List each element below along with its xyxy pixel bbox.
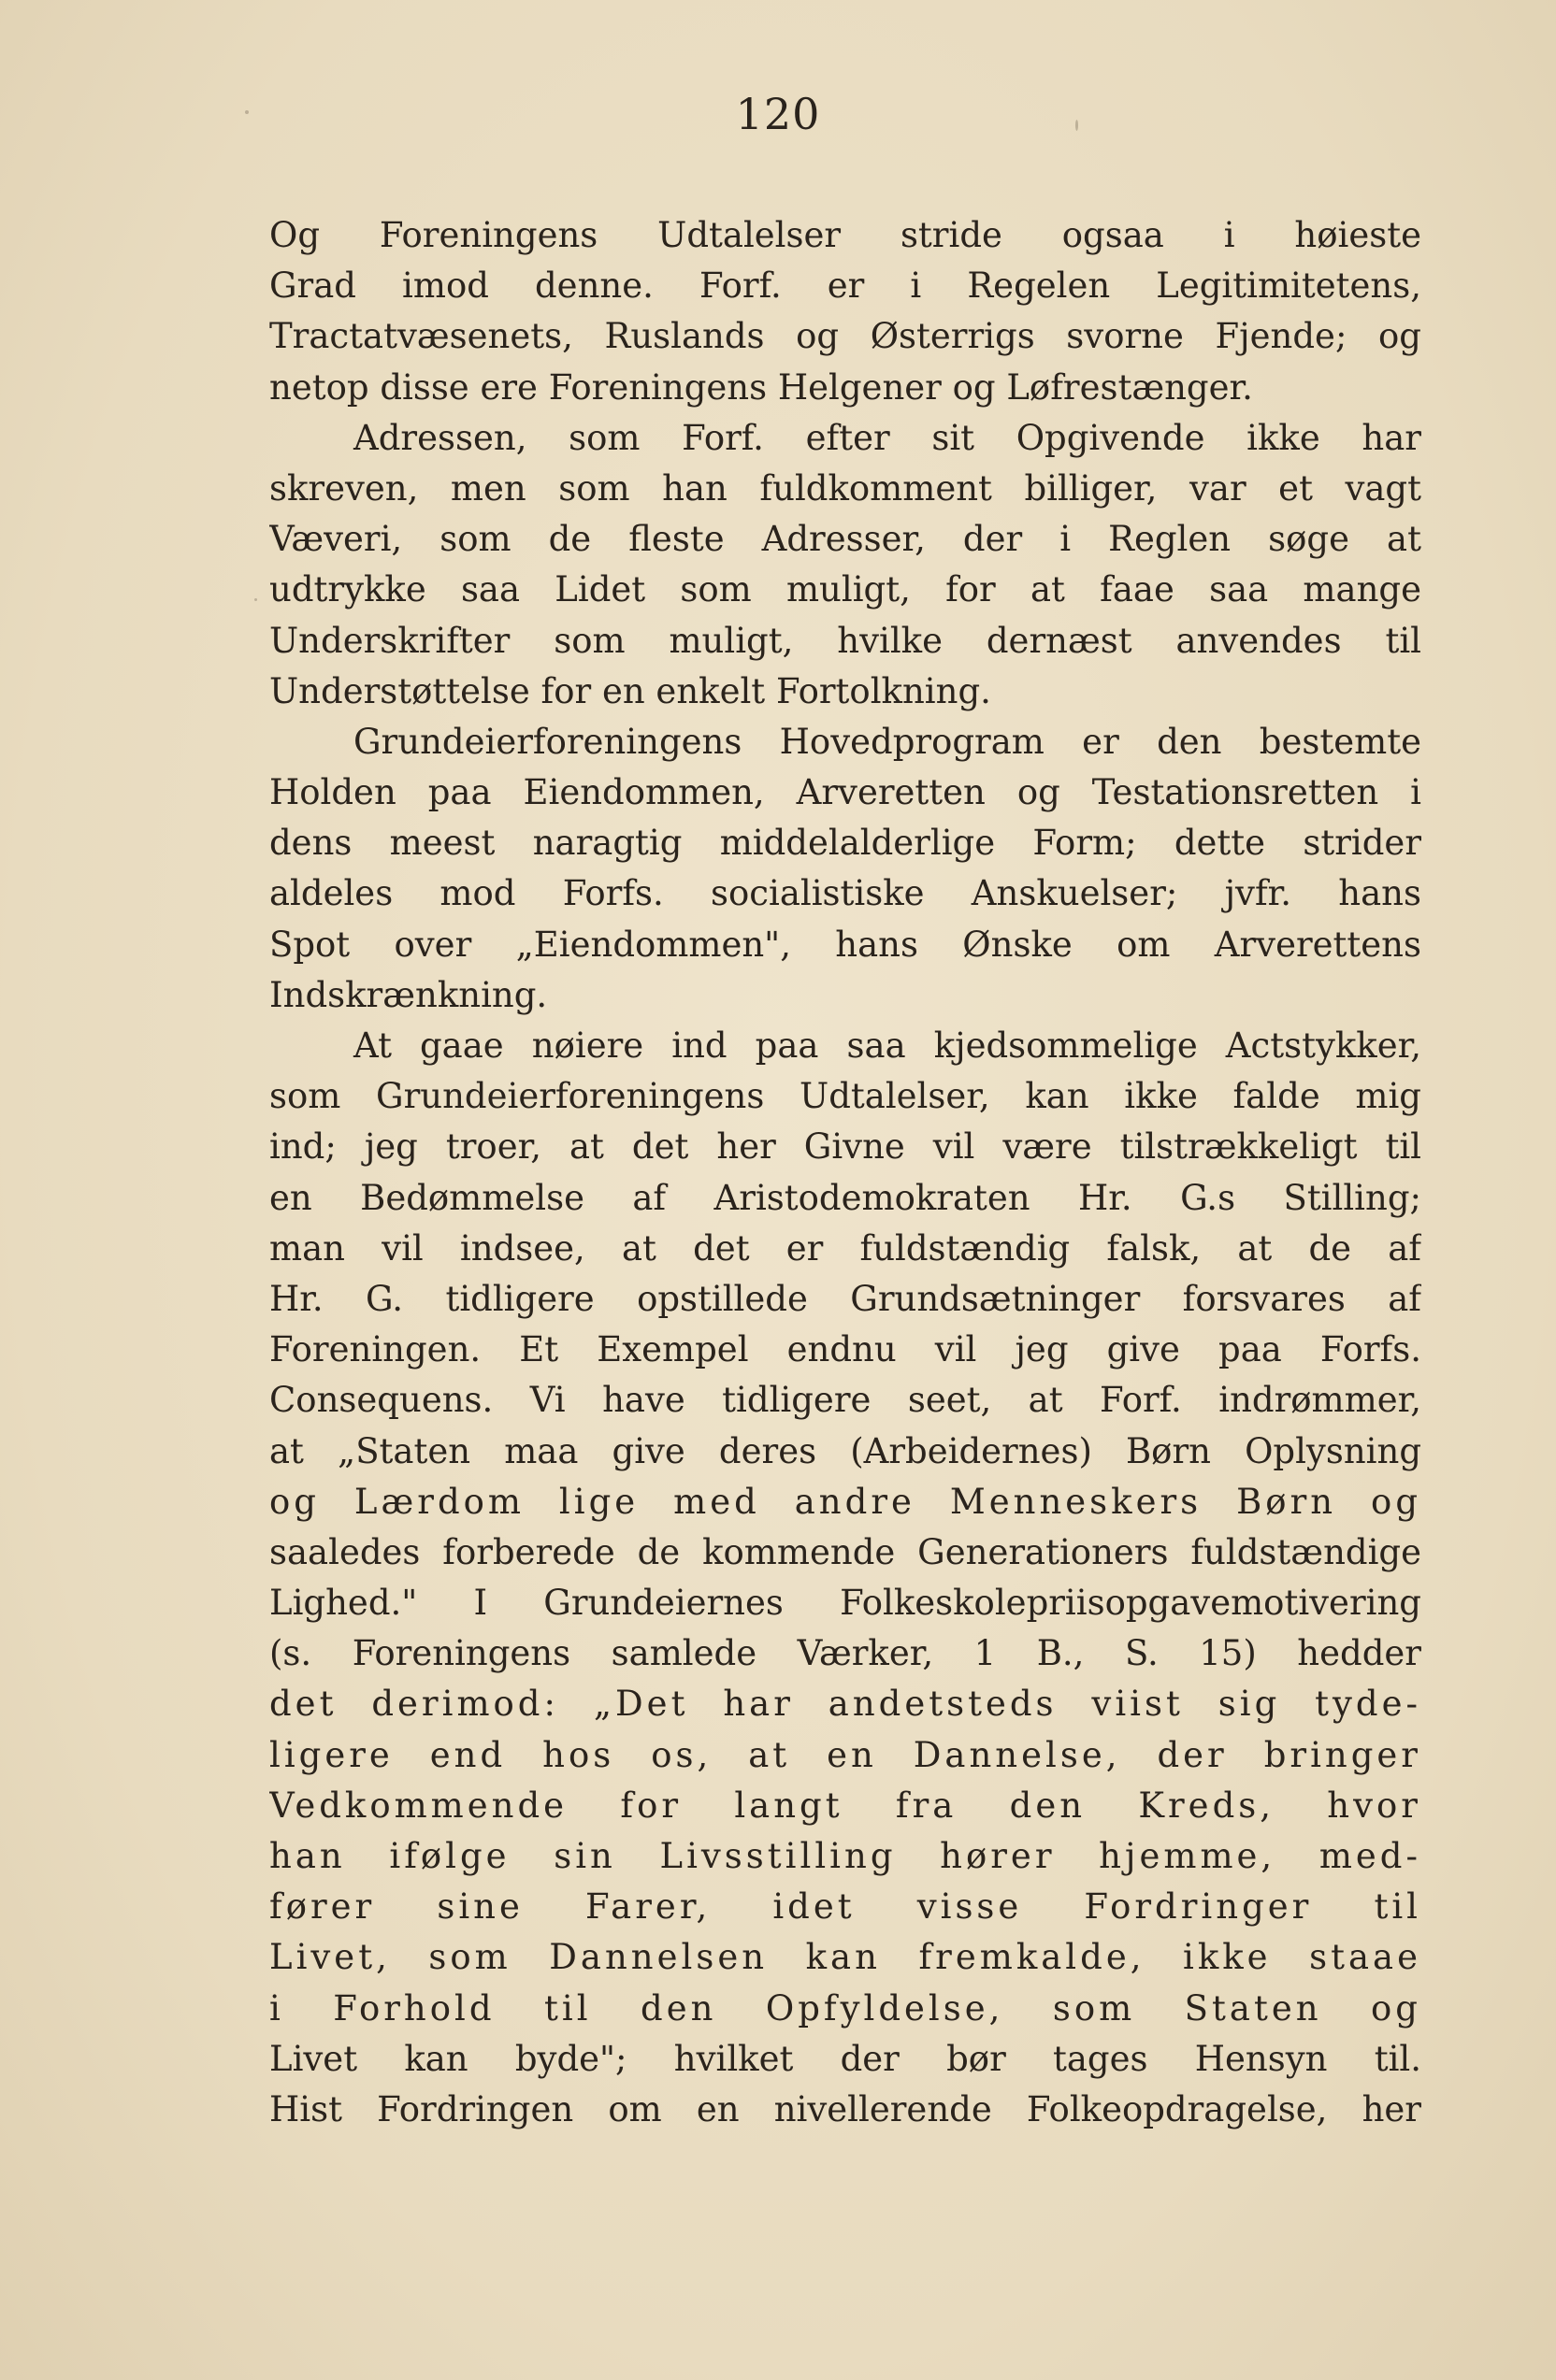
text-line: som Grundeierforeningens Udtalelser, kan ikke falde mig — [269, 1076, 1421, 1117]
text-line: ind; jeg troer, at det her Givne vil være tilstrækkeligt til — [269, 1126, 1421, 1168]
text-line: Spot over „Eiendommen", hans Ønske om Arverettens — [269, 924, 1421, 965]
text-line: dens meest naragtig middelalderlige Form; dette strider — [269, 823, 1421, 864]
text-line: Tractatvæsenets, Ruslands og Østerrigs svorne Fjende; og — [269, 316, 1421, 357]
body-text — [269, 210, 1421, 2135]
text-line: Hr. G. tidligere opstillede Grundsætninger forsvares af — [269, 1278, 1421, 1319]
text-line: Og Foreningens Udtalelser stride ogsaa i høieste — [269, 215, 1421, 255]
text-line: og Lærdom lige med andre Menneskers Børn og — [269, 1481, 1421, 1522]
text-line: skreven, men som han fuldkomment billiger, var et vagt — [269, 467, 1421, 509]
text-line: Holden paa Eiendommen, Arveretten og Testationsretten i — [269, 772, 1421, 813]
text-line: Indskrænkning. — [269, 974, 548, 1015]
text-line: ligere end hos os, at en Dannelse, der bringer — [269, 1734, 1421, 1775]
text-line: Adressen, som Forf. efter sit Opgivende ikke har — [353, 417, 1421, 458]
text-line: i Forhold til den Opfyldelse, som Staten og — [269, 1987, 1421, 2029]
text-line: At gaae nøiere ind paa saa kjedsommelige Actstykker, — [353, 1025, 1421, 1066]
text-line: udtrykke saa Lidet som muligt, for at faae saa mange — [269, 569, 1421, 610]
text-line: Væveri, som de fleste Adresser, der i Reglen søge at — [269, 519, 1421, 560]
text-line: aldeles mod Forfs. socialistiske Anskuelser; jvfr. hans — [269, 873, 1421, 914]
text-line: at „Staten maa give deres (Arbeidernes) Børn Oplysning — [269, 1430, 1421, 1471]
text-line: Livet kan byde"; hvilket der bør tages Hensyn til. — [269, 2038, 1421, 2079]
text-line: en Bedømmelse af Aristodemokraten Hr. G.s Stilling; — [269, 1177, 1421, 1218]
text-line: (s. Foreningens samlede Værker, 1 B., S. 15) hedder — [269, 1633, 1421, 1674]
paper-speck — [254, 598, 257, 601]
text-line: netop disse ere Foreningens Helgener og Løfrestænger. — [269, 366, 1253, 408]
text-line: Grad imod denne. Forf. er i Regelen Legitimitetens, — [269, 265, 1421, 307]
text-line: Foreningen. Et Exempel endnu vil jeg give paa Forfs. — [269, 1329, 1421, 1370]
page-number: 120 — [735, 89, 821, 139]
text-line: Hist Fordringen om en nivellerende Folkeopdragelse, her — [269, 2088, 1421, 2129]
text-line: fører sine Farer, idet visse Fordringer til — [269, 1886, 1421, 1928]
text-line: saaledes forberede de kommende Generationers fuldstændige — [269, 1531, 1421, 1572]
text-line: Livet, som Dannelsen kan fremkalde, ikke staae — [269, 1937, 1421, 1978]
text-line: han ifølge sin Livsstilling hører hjemme, med- — [269, 1836, 1421, 1876]
text-line: Lighed." I Grundeiernes Folkeskolepriisopgavemotivering — [269, 1583, 1421, 1624]
text-line: Underskrifter som muligt, hvilke dernæst anvendes til — [269, 620, 1421, 661]
text-line: man vil indsee, at det er fuldstændig falsk, at de af — [269, 1227, 1421, 1269]
text-line: Grundeierforeningens Hovedprogram er den bestemte — [353, 721, 1421, 762]
text-line: Vedkommende for langt fra den Kreds, hvor — [269, 1785, 1421, 1826]
text-line: Understøttelse for en enkelt Fortolkning. — [269, 670, 991, 711]
text-line: Consequens. Vi have tidligere seet, at Forf. indrømmer, — [269, 1380, 1421, 1421]
text-line: det derimod: „Det har andetsteds viist sig tyde- — [269, 1684, 1421, 1725]
